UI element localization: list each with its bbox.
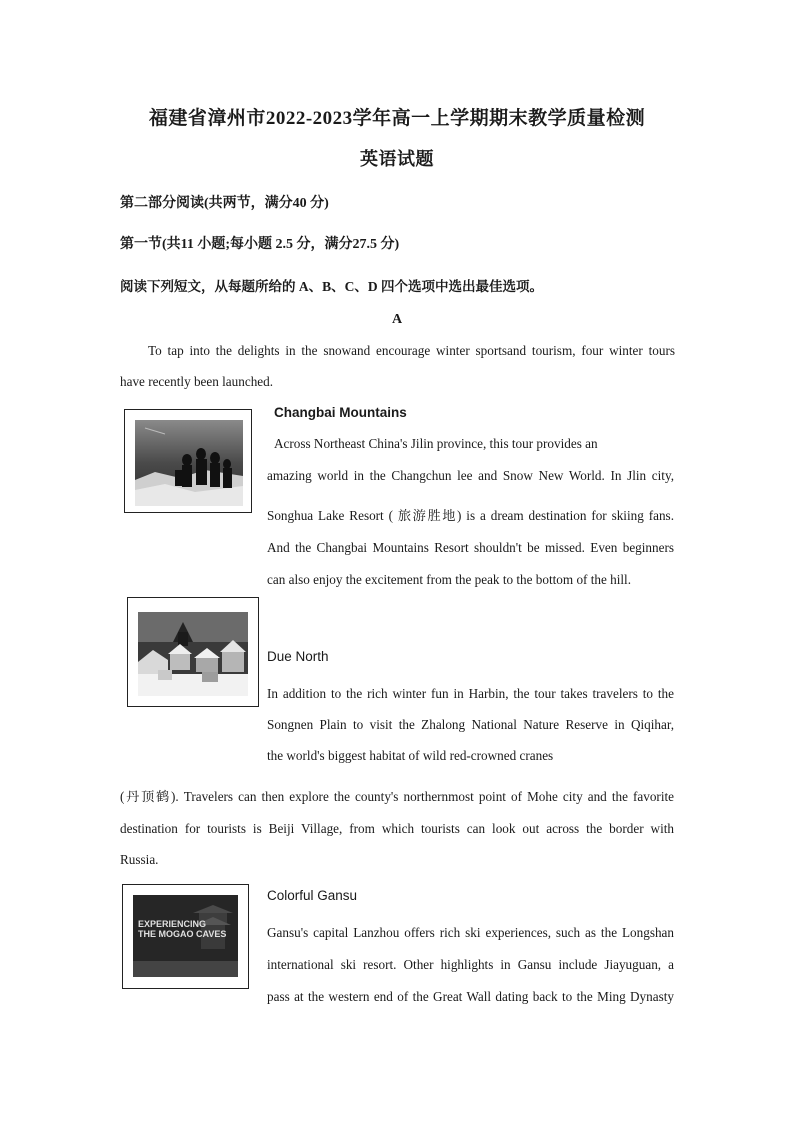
due-north-line-2: Songnen Plain to visit the Zhalong National Nature Reserve in Qiqihar, [267, 717, 674, 732]
section-heading: 第一节(共11 小题;每小题 2.5 分，满分27.5 分) [120, 237, 400, 252]
due-north-line-5: destination for tourists is Beiji Village, from which tourists can look out across the border with [120, 821, 674, 836]
changbai-line-1: Across Northeast China's Jilin province, this tour provides an [274, 436, 598, 451]
mogao-caves-image [133, 895, 238, 977]
document-title: 福建省漳州市2022-2023学年高一上学期期末教学质量检测 [148, 108, 646, 129]
due-north-photo [127, 597, 259, 707]
document-subtitle: 英语试题 [360, 149, 434, 169]
image-caption-line-1: EXPERIENCING [138, 919, 207, 929]
tour-heading-gansu: Colorful Gansu [267, 888, 358, 903]
changbai-photo [124, 409, 252, 513]
changbai-line-5: can also enjoy the excitement from the peak to the bottom of the hill. [267, 572, 632, 587]
instruction-text: 阅读下列短文，从每题所给的 A、B、C、D 四个选项中选出最佳选项。 [120, 279, 544, 294]
gansu-line-1: Gansu's capital Lanzhou offers rich ski experiences, such as the Longshan [267, 925, 674, 940]
tour-heading-due-north: Due North [267, 649, 329, 664]
changbai-line-2: amazing world in the Changchun lee and Snow New World. In Jlin city, [267, 468, 674, 483]
passage-letter: A [391, 312, 403, 327]
changbai-line-4: And the Changbai Mountains Resort shouldn't be missed. Even beginners [267, 540, 674, 555]
tour-heading-changbai: Changbai Mountains [274, 405, 407, 420]
snow-village-image [138, 612, 248, 696]
due-north-line-1: In addition to the rich winter fun in Harbin, the tour takes travelers to the [267, 686, 674, 701]
intro-line-2: have recently been launched. [120, 374, 274, 389]
changbai-line-3: Songhua Lake Resort ( 旅游胜地) is a dream destination for skiing fans. [267, 508, 674, 523]
intro-line-1: To tap into the delights in the snowand encourage winter sportsand tourism, four winter tours [148, 343, 675, 358]
image-caption-line-2: THE MOGAO CAVES [138, 929, 227, 939]
gansu-line-3: pass at the western end of the Great Wall dating back to the Ming Dynasty [267, 989, 674, 1004]
gansu-photo [122, 884, 249, 989]
due-north-line-3: the world's biggest habitat of wild red-crowned cranes [267, 748, 554, 763]
due-north-line-4: (丹顶鹤). Travelers can then explore the county's northernmost point of Mohe city and the favorite [120, 789, 674, 804]
due-north-line-6: Russia. [120, 852, 159, 867]
part-heading: 第二部分阅读(共两节，满分40 分) [120, 196, 329, 211]
gansu-line-2: international ski resort. Other highlights in Gansu include Jiayuguan, a [267, 957, 674, 972]
skiers-on-mountain-image [135, 420, 243, 506]
